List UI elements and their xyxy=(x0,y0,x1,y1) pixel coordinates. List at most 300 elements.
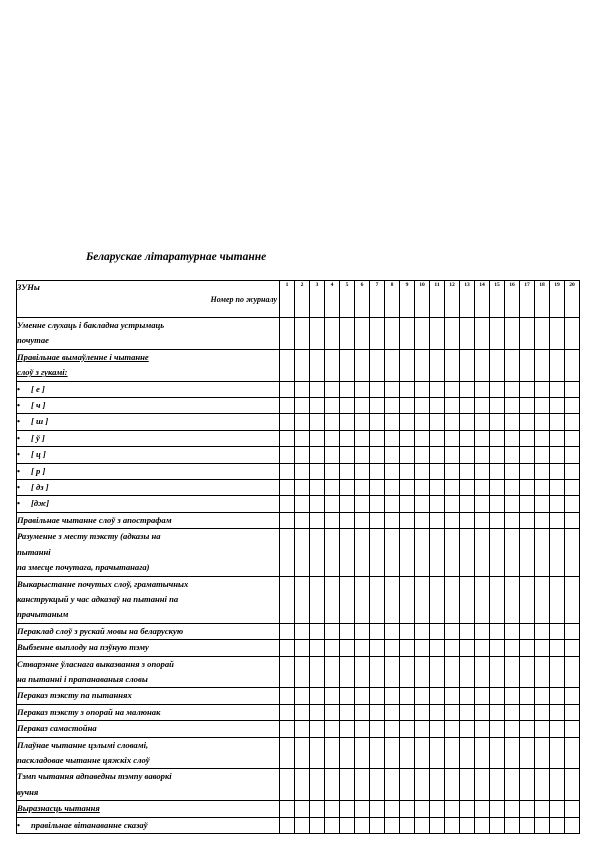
mark-cell[interactable] xyxy=(520,656,535,688)
mark-cell[interactable] xyxy=(355,656,370,688)
mark-cell[interactable] xyxy=(460,817,475,833)
mark-cell[interactable] xyxy=(385,414,400,430)
mark-cell[interactable] xyxy=(460,576,475,623)
mark-cell[interactable] xyxy=(325,769,340,801)
mark-cell[interactable] xyxy=(445,463,460,479)
mark-cell[interactable] xyxy=(535,349,550,381)
mark-cell[interactable] xyxy=(295,704,310,720)
mark-cell[interactable] xyxy=(565,769,580,801)
mark-cell[interactable] xyxy=(280,463,295,479)
mark-cell[interactable] xyxy=(505,318,520,350)
mark-cell[interactable] xyxy=(310,381,325,397)
mark-cell[interactable] xyxy=(505,447,520,463)
mark-cell[interactable] xyxy=(490,640,505,656)
mark-cell[interactable] xyxy=(445,817,460,833)
mark-cell[interactable] xyxy=(505,381,520,397)
mark-cell[interactable] xyxy=(295,817,310,833)
mark-cell[interactable] xyxy=(400,640,415,656)
mark-cell[interactable] xyxy=(490,529,505,576)
mark-cell[interactable] xyxy=(325,318,340,350)
mark-cell[interactable] xyxy=(355,623,370,639)
mark-cell[interactable] xyxy=(340,704,355,720)
mark-cell[interactable] xyxy=(325,801,340,817)
mark-cell[interactable] xyxy=(415,480,430,496)
mark-cell[interactable] xyxy=(520,512,535,528)
mark-cell[interactable] xyxy=(490,480,505,496)
mark-cell[interactable] xyxy=(385,447,400,463)
mark-cell[interactable] xyxy=(565,447,580,463)
mark-cell[interactable] xyxy=(535,623,550,639)
mark-cell[interactable] xyxy=(310,623,325,639)
mark-cell[interactable] xyxy=(445,512,460,528)
mark-cell[interactable] xyxy=(445,496,460,512)
mark-cell[interactable] xyxy=(280,430,295,446)
mark-cell[interactable] xyxy=(550,318,565,350)
mark-cell[interactable] xyxy=(280,529,295,576)
mark-cell[interactable] xyxy=(460,318,475,350)
mark-cell[interactable] xyxy=(295,623,310,639)
mark-cell[interactable] xyxy=(550,447,565,463)
mark-cell[interactable] xyxy=(460,512,475,528)
mark-cell[interactable] xyxy=(415,737,430,769)
mark-cell[interactable] xyxy=(505,349,520,381)
mark-cell[interactable] xyxy=(370,623,385,639)
mark-cell[interactable] xyxy=(430,576,445,623)
mark-cell[interactable] xyxy=(370,576,385,623)
mark-cell[interactable] xyxy=(340,430,355,446)
mark-cell[interactable] xyxy=(325,656,340,688)
mark-cell[interactable] xyxy=(295,529,310,576)
mark-cell[interactable] xyxy=(565,480,580,496)
mark-cell[interactable] xyxy=(460,529,475,576)
mark-cell[interactable] xyxy=(400,688,415,704)
mark-cell[interactable] xyxy=(445,737,460,769)
mark-cell[interactable] xyxy=(550,704,565,720)
mark-cell[interactable] xyxy=(400,529,415,576)
mark-cell[interactable] xyxy=(460,463,475,479)
mark-cell[interactable] xyxy=(535,512,550,528)
mark-cell[interactable] xyxy=(385,640,400,656)
mark-cell[interactable] xyxy=(310,656,325,688)
mark-cell[interactable] xyxy=(340,656,355,688)
mark-cell[interactable] xyxy=(310,529,325,576)
mark-cell[interactable] xyxy=(385,801,400,817)
mark-cell[interactable] xyxy=(310,801,325,817)
mark-cell[interactable] xyxy=(550,480,565,496)
mark-cell[interactable] xyxy=(490,512,505,528)
mark-cell[interactable] xyxy=(490,688,505,704)
mark-cell[interactable] xyxy=(280,496,295,512)
mark-cell[interactable] xyxy=(445,529,460,576)
mark-cell[interactable] xyxy=(400,447,415,463)
mark-cell[interactable] xyxy=(430,721,445,737)
mark-cell[interactable] xyxy=(520,688,535,704)
mark-cell[interactable] xyxy=(535,529,550,576)
mark-cell[interactable] xyxy=(565,430,580,446)
mark-cell[interactable] xyxy=(355,480,370,496)
mark-cell[interactable] xyxy=(355,398,370,414)
mark-cell[interactable] xyxy=(520,496,535,512)
mark-cell[interactable] xyxy=(280,480,295,496)
mark-cell[interactable] xyxy=(550,430,565,446)
mark-cell[interactable] xyxy=(355,737,370,769)
mark-cell[interactable] xyxy=(370,480,385,496)
mark-cell[interactable] xyxy=(400,623,415,639)
mark-cell[interactable] xyxy=(490,704,505,720)
mark-cell[interactable] xyxy=(445,414,460,430)
mark-cell[interactable] xyxy=(355,381,370,397)
mark-cell[interactable] xyxy=(520,430,535,446)
mark-cell[interactable] xyxy=(445,769,460,801)
mark-cell[interactable] xyxy=(535,398,550,414)
mark-cell[interactable] xyxy=(460,769,475,801)
mark-cell[interactable] xyxy=(340,318,355,350)
mark-cell[interactable] xyxy=(400,656,415,688)
mark-cell[interactable] xyxy=(535,704,550,720)
mark-cell[interactable] xyxy=(400,480,415,496)
mark-cell[interactable] xyxy=(430,623,445,639)
mark-cell[interactable] xyxy=(385,704,400,720)
mark-cell[interactable] xyxy=(505,688,520,704)
mark-cell[interactable] xyxy=(475,414,490,430)
mark-cell[interactable] xyxy=(385,817,400,833)
mark-cell[interactable] xyxy=(295,414,310,430)
mark-cell[interactable] xyxy=(445,447,460,463)
mark-cell[interactable] xyxy=(325,721,340,737)
mark-cell[interactable] xyxy=(400,398,415,414)
mark-cell[interactable] xyxy=(520,817,535,833)
mark-cell[interactable] xyxy=(340,529,355,576)
mark-cell[interactable] xyxy=(460,349,475,381)
mark-cell[interactable] xyxy=(310,737,325,769)
mark-cell[interactable] xyxy=(565,801,580,817)
mark-cell[interactable] xyxy=(310,480,325,496)
mark-cell[interactable] xyxy=(280,801,295,817)
mark-cell[interactable] xyxy=(475,381,490,397)
mark-cell[interactable] xyxy=(505,414,520,430)
mark-cell[interactable] xyxy=(400,381,415,397)
mark-cell[interactable] xyxy=(415,512,430,528)
mark-cell[interactable] xyxy=(550,414,565,430)
mark-cell[interactable] xyxy=(445,576,460,623)
mark-cell[interactable] xyxy=(505,704,520,720)
mark-cell[interactable] xyxy=(325,737,340,769)
mark-cell[interactable] xyxy=(430,318,445,350)
mark-cell[interactable] xyxy=(520,463,535,479)
mark-cell[interactable] xyxy=(505,721,520,737)
mark-cell[interactable] xyxy=(400,704,415,720)
mark-cell[interactable] xyxy=(550,801,565,817)
mark-cell[interactable] xyxy=(520,769,535,801)
mark-cell[interactable] xyxy=(550,381,565,397)
mark-cell[interactable] xyxy=(415,496,430,512)
mark-cell[interactable] xyxy=(535,496,550,512)
mark-cell[interactable] xyxy=(535,769,550,801)
mark-cell[interactable] xyxy=(565,704,580,720)
mark-cell[interactable] xyxy=(355,463,370,479)
mark-cell[interactable] xyxy=(310,430,325,446)
mark-cell[interactable] xyxy=(370,656,385,688)
mark-cell[interactable] xyxy=(475,817,490,833)
mark-cell[interactable] xyxy=(340,512,355,528)
mark-cell[interactable] xyxy=(505,529,520,576)
mark-cell[interactable] xyxy=(295,640,310,656)
mark-cell[interactable] xyxy=(565,318,580,350)
mark-cell[interactable] xyxy=(430,398,445,414)
mark-cell[interactable] xyxy=(535,381,550,397)
mark-cell[interactable] xyxy=(460,704,475,720)
mark-cell[interactable] xyxy=(490,496,505,512)
mark-cell[interactable] xyxy=(355,414,370,430)
mark-cell[interactable] xyxy=(415,656,430,688)
mark-cell[interactable] xyxy=(415,801,430,817)
mark-cell[interactable] xyxy=(385,430,400,446)
mark-cell[interactable] xyxy=(295,496,310,512)
mark-cell[interactable] xyxy=(310,398,325,414)
mark-cell[interactable] xyxy=(505,640,520,656)
mark-cell[interactable] xyxy=(535,414,550,430)
mark-cell[interactable] xyxy=(475,623,490,639)
mark-cell[interactable] xyxy=(565,381,580,397)
mark-cell[interactable] xyxy=(475,704,490,720)
mark-cell[interactable] xyxy=(385,398,400,414)
mark-cell[interactable] xyxy=(415,688,430,704)
mark-cell[interactable] xyxy=(505,623,520,639)
mark-cell[interactable] xyxy=(325,512,340,528)
mark-cell[interactable] xyxy=(490,769,505,801)
mark-cell[interactable] xyxy=(280,704,295,720)
mark-cell[interactable] xyxy=(295,576,310,623)
mark-cell[interactable] xyxy=(505,512,520,528)
mark-cell[interactable] xyxy=(460,381,475,397)
mark-cell[interactable] xyxy=(550,496,565,512)
mark-cell[interactable] xyxy=(355,496,370,512)
mark-cell[interactable] xyxy=(355,801,370,817)
mark-cell[interactable] xyxy=(565,496,580,512)
mark-cell[interactable] xyxy=(385,349,400,381)
mark-cell[interactable] xyxy=(445,688,460,704)
mark-cell[interactable] xyxy=(385,721,400,737)
mark-cell[interactable] xyxy=(310,318,325,350)
mark-cell[interactable] xyxy=(565,414,580,430)
mark-cell[interactable] xyxy=(430,529,445,576)
mark-cell[interactable] xyxy=(340,623,355,639)
mark-cell[interactable] xyxy=(280,447,295,463)
mark-cell[interactable] xyxy=(400,801,415,817)
mark-cell[interactable] xyxy=(475,398,490,414)
mark-cell[interactable] xyxy=(370,737,385,769)
mark-cell[interactable] xyxy=(415,576,430,623)
mark-cell[interactable] xyxy=(280,769,295,801)
mark-cell[interactable] xyxy=(445,318,460,350)
mark-cell[interactable] xyxy=(475,801,490,817)
mark-cell[interactable] xyxy=(340,688,355,704)
mark-cell[interactable] xyxy=(565,512,580,528)
mark-cell[interactable] xyxy=(475,480,490,496)
mark-cell[interactable] xyxy=(475,529,490,576)
mark-cell[interactable] xyxy=(550,529,565,576)
mark-cell[interactable] xyxy=(475,318,490,350)
mark-cell[interactable] xyxy=(460,414,475,430)
mark-cell[interactable] xyxy=(460,623,475,639)
mark-cell[interactable] xyxy=(565,576,580,623)
mark-cell[interactable] xyxy=(280,721,295,737)
mark-cell[interactable] xyxy=(520,623,535,639)
mark-cell[interactable] xyxy=(430,817,445,833)
mark-cell[interactable] xyxy=(565,640,580,656)
mark-cell[interactable] xyxy=(340,496,355,512)
mark-cell[interactable] xyxy=(310,512,325,528)
mark-cell[interactable] xyxy=(445,721,460,737)
mark-cell[interactable] xyxy=(295,318,310,350)
mark-cell[interactable] xyxy=(550,463,565,479)
mark-cell[interactable] xyxy=(415,640,430,656)
mark-cell[interactable] xyxy=(400,737,415,769)
mark-cell[interactable] xyxy=(415,398,430,414)
mark-cell[interactable] xyxy=(460,801,475,817)
mark-cell[interactable] xyxy=(295,480,310,496)
mark-cell[interactable] xyxy=(310,817,325,833)
mark-cell[interactable] xyxy=(535,737,550,769)
mark-cell[interactable] xyxy=(355,704,370,720)
mark-cell[interactable] xyxy=(280,414,295,430)
mark-cell[interactable] xyxy=(325,529,340,576)
mark-cell[interactable] xyxy=(415,623,430,639)
mark-cell[interactable] xyxy=(340,463,355,479)
mark-cell[interactable] xyxy=(400,496,415,512)
mark-cell[interactable] xyxy=(445,349,460,381)
mark-cell[interactable] xyxy=(415,414,430,430)
mark-cell[interactable] xyxy=(445,801,460,817)
mark-cell[interactable] xyxy=(280,656,295,688)
mark-cell[interactable] xyxy=(490,381,505,397)
mark-cell[interactable] xyxy=(370,463,385,479)
mark-cell[interactable] xyxy=(565,688,580,704)
mark-cell[interactable] xyxy=(340,737,355,769)
mark-cell[interactable] xyxy=(430,381,445,397)
mark-cell[interactable] xyxy=(415,381,430,397)
mark-cell[interactable] xyxy=(520,529,535,576)
mark-cell[interactable] xyxy=(430,512,445,528)
mark-cell[interactable] xyxy=(400,349,415,381)
mark-cell[interactable] xyxy=(325,688,340,704)
mark-cell[interactable] xyxy=(520,737,535,769)
mark-cell[interactable] xyxy=(445,480,460,496)
mark-cell[interactable] xyxy=(490,398,505,414)
mark-cell[interactable] xyxy=(415,430,430,446)
mark-cell[interactable] xyxy=(445,381,460,397)
mark-cell[interactable] xyxy=(460,737,475,769)
mark-cell[interactable] xyxy=(400,576,415,623)
mark-cell[interactable] xyxy=(370,318,385,350)
mark-cell[interactable] xyxy=(490,817,505,833)
mark-cell[interactable] xyxy=(460,398,475,414)
mark-cell[interactable] xyxy=(520,381,535,397)
mark-cell[interactable] xyxy=(370,349,385,381)
mark-cell[interactable] xyxy=(310,463,325,479)
mark-cell[interactable] xyxy=(340,480,355,496)
mark-cell[interactable] xyxy=(280,576,295,623)
mark-cell[interactable] xyxy=(490,447,505,463)
mark-cell[interactable] xyxy=(295,381,310,397)
mark-cell[interactable] xyxy=(550,623,565,639)
mark-cell[interactable] xyxy=(340,576,355,623)
mark-cell[interactable] xyxy=(550,656,565,688)
mark-cell[interactable] xyxy=(535,721,550,737)
mark-cell[interactable] xyxy=(490,801,505,817)
mark-cell[interactable] xyxy=(565,623,580,639)
mark-cell[interactable] xyxy=(370,414,385,430)
mark-cell[interactable] xyxy=(535,447,550,463)
mark-cell[interactable] xyxy=(370,817,385,833)
mark-cell[interactable] xyxy=(385,512,400,528)
mark-cell[interactable] xyxy=(280,817,295,833)
mark-cell[interactable] xyxy=(535,688,550,704)
mark-cell[interactable] xyxy=(325,414,340,430)
mark-cell[interactable] xyxy=(415,529,430,576)
mark-cell[interactable] xyxy=(460,480,475,496)
mark-cell[interactable] xyxy=(385,576,400,623)
mark-cell[interactable] xyxy=(280,349,295,381)
mark-cell[interactable] xyxy=(475,769,490,801)
mark-cell[interactable] xyxy=(520,318,535,350)
mark-cell[interactable] xyxy=(295,737,310,769)
mark-cell[interactable] xyxy=(430,688,445,704)
mark-cell[interactable] xyxy=(325,817,340,833)
mark-cell[interactable] xyxy=(505,769,520,801)
mark-cell[interactable] xyxy=(400,463,415,479)
mark-cell[interactable] xyxy=(535,318,550,350)
mark-cell[interactable] xyxy=(550,576,565,623)
mark-cell[interactable] xyxy=(475,496,490,512)
mark-cell[interactable] xyxy=(475,688,490,704)
mark-cell[interactable] xyxy=(535,430,550,446)
mark-cell[interactable] xyxy=(280,737,295,769)
mark-cell[interactable] xyxy=(475,430,490,446)
mark-cell[interactable] xyxy=(295,349,310,381)
mark-cell[interactable] xyxy=(505,480,520,496)
mark-cell[interactable] xyxy=(310,349,325,381)
mark-cell[interactable] xyxy=(415,318,430,350)
mark-cell[interactable] xyxy=(355,640,370,656)
mark-cell[interactable] xyxy=(520,704,535,720)
mark-cell[interactable] xyxy=(280,381,295,397)
mark-cell[interactable] xyxy=(565,817,580,833)
mark-cell[interactable] xyxy=(535,480,550,496)
mark-cell[interactable] xyxy=(505,737,520,769)
mark-cell[interactable] xyxy=(355,721,370,737)
mark-cell[interactable] xyxy=(310,576,325,623)
mark-cell[interactable] xyxy=(295,801,310,817)
mark-cell[interactable] xyxy=(445,704,460,720)
mark-cell[interactable] xyxy=(340,381,355,397)
mark-cell[interactable] xyxy=(295,656,310,688)
mark-cell[interactable] xyxy=(310,704,325,720)
mark-cell[interactable] xyxy=(295,430,310,446)
mark-cell[interactable] xyxy=(325,430,340,446)
mark-cell[interactable] xyxy=(490,737,505,769)
mark-cell[interactable] xyxy=(460,640,475,656)
mark-cell[interactable] xyxy=(370,704,385,720)
mark-cell[interactable] xyxy=(430,349,445,381)
mark-cell[interactable] xyxy=(370,398,385,414)
mark-cell[interactable] xyxy=(370,447,385,463)
mark-cell[interactable] xyxy=(385,688,400,704)
mark-cell[interactable] xyxy=(415,447,430,463)
mark-cell[interactable] xyxy=(520,447,535,463)
mark-cell[interactable] xyxy=(355,817,370,833)
mark-cell[interactable] xyxy=(505,496,520,512)
